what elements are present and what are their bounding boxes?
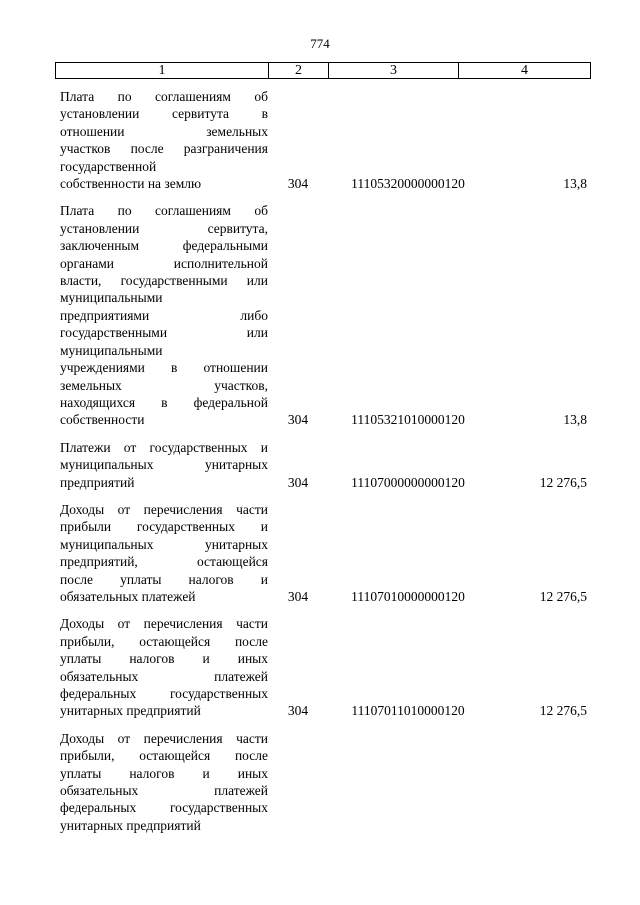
description-line: уплаты налогов и иных <box>60 651 268 667</box>
description-line: учреждениями в отношении <box>60 360 268 376</box>
table-row <box>55 730 590 834</box>
column-header-2: 2 <box>269 63 329 79</box>
description-line: участков после разграничения <box>60 141 268 157</box>
revenue-description <box>55 202 268 428</box>
description-line: уплаты налогов и иных <box>60 765 268 781</box>
description-line: федеральных государственных <box>60 800 268 816</box>
description-line: установлении сервитута в <box>60 106 268 122</box>
column-header-table <box>55 62 591 79</box>
amount-value: 12 276,5 <box>539 474 587 490</box>
description-line: государственными или <box>60 325 268 341</box>
revenue-description <box>55 439 268 491</box>
table-row <box>55 501 590 605</box>
description-line: федеральных государственных <box>60 686 268 701</box>
description-line: предприятий <box>60 474 135 490</box>
description-line: прибыли, остающейся после <box>60 633 268 649</box>
admin-code: 304 <box>287 703 309 719</box>
budget-classification-code: 11105320000000120 <box>351 176 465 192</box>
description-line: находящихся в федеральной <box>60 394 268 410</box>
description-line: органами исполнительной <box>60 255 268 271</box>
description-line: власти, государственными или <box>60 273 268 289</box>
description-line: Доходы от перечисления части <box>60 616 268 632</box>
budget-classification-code: 11107010000000120 <box>351 588 465 604</box>
description-line: муниципальными <box>60 342 163 358</box>
description-line: прибыли, остающейся после <box>60 748 268 764</box>
admin-code: 304 <box>287 412 309 428</box>
description-line: обязательных платежей <box>60 588 196 604</box>
amount-value: 13,8 <box>563 176 587 192</box>
revenue-description <box>55 615 268 719</box>
revenue-description <box>55 88 268 192</box>
description-line: унитарных предприятий <box>60 817 201 833</box>
description-line: обязательных платежей <box>60 668 268 684</box>
budget-classification-code: 11105321010000120 <box>351 412 465 428</box>
description-line: муниципальных унитарных <box>60 457 268 473</box>
description-line: собственности на землю <box>60 176 202 192</box>
description-line: предприятиями либо <box>60 307 268 323</box>
description-line: Доходы от перечисления части <box>60 730 268 746</box>
description-line: Платежи от государственных и <box>60 439 268 455</box>
admin-code: 304 <box>287 588 309 604</box>
description-line: отношении земельных <box>60 123 268 139</box>
revenue-table-body <box>55 88 590 844</box>
table-row <box>55 202 590 428</box>
table-row <box>55 88 590 192</box>
description-line: унитарных предприятий <box>60 703 201 719</box>
amount-value: 13,8 <box>563 412 587 428</box>
page-number: 774 <box>310 36 330 51</box>
table-row <box>55 439 590 491</box>
admin-code: 304 <box>287 474 309 490</box>
description-line: заключенным федеральными <box>60 238 268 254</box>
amount-value: 12 276,5 <box>539 703 587 719</box>
description-line: Плата по соглашениям об <box>60 89 268 104</box>
description-line: муниципальными <box>60 290 163 306</box>
column-header-row <box>56 63 591 79</box>
description-line: после уплаты налогов и <box>60 571 268 587</box>
budget-classification-code: 11107000000000120 <box>351 474 465 490</box>
description-line: обязательных платежей <box>60 783 268 799</box>
description-line: Доходы от перечисления части <box>60 501 268 517</box>
amount-value: 12 276,5 <box>539 588 587 604</box>
description-line: муниципальных унитарных <box>60 536 268 552</box>
description-line: прибыли государственных и <box>60 519 268 535</box>
admin-code: 304 <box>287 176 309 192</box>
column-header-3: 3 <box>329 63 459 79</box>
revenue-description <box>55 501 268 605</box>
revenue-description <box>55 730 268 834</box>
description-line: Плата по соглашениям об <box>60 203 268 219</box>
description-line: собственности <box>60 412 145 428</box>
table-row <box>55 615 590 719</box>
description-line: установлении сервитута, <box>60 220 268 236</box>
description-line: государственной <box>60 158 157 174</box>
column-header-4: 4 <box>459 63 591 79</box>
description-line: земельных участков, <box>60 377 268 393</box>
column-header-1: 1 <box>56 63 269 79</box>
budget-classification-code: 11107011010000120 <box>351 703 465 719</box>
description-line: предприятий, остающейся <box>60 554 268 570</box>
